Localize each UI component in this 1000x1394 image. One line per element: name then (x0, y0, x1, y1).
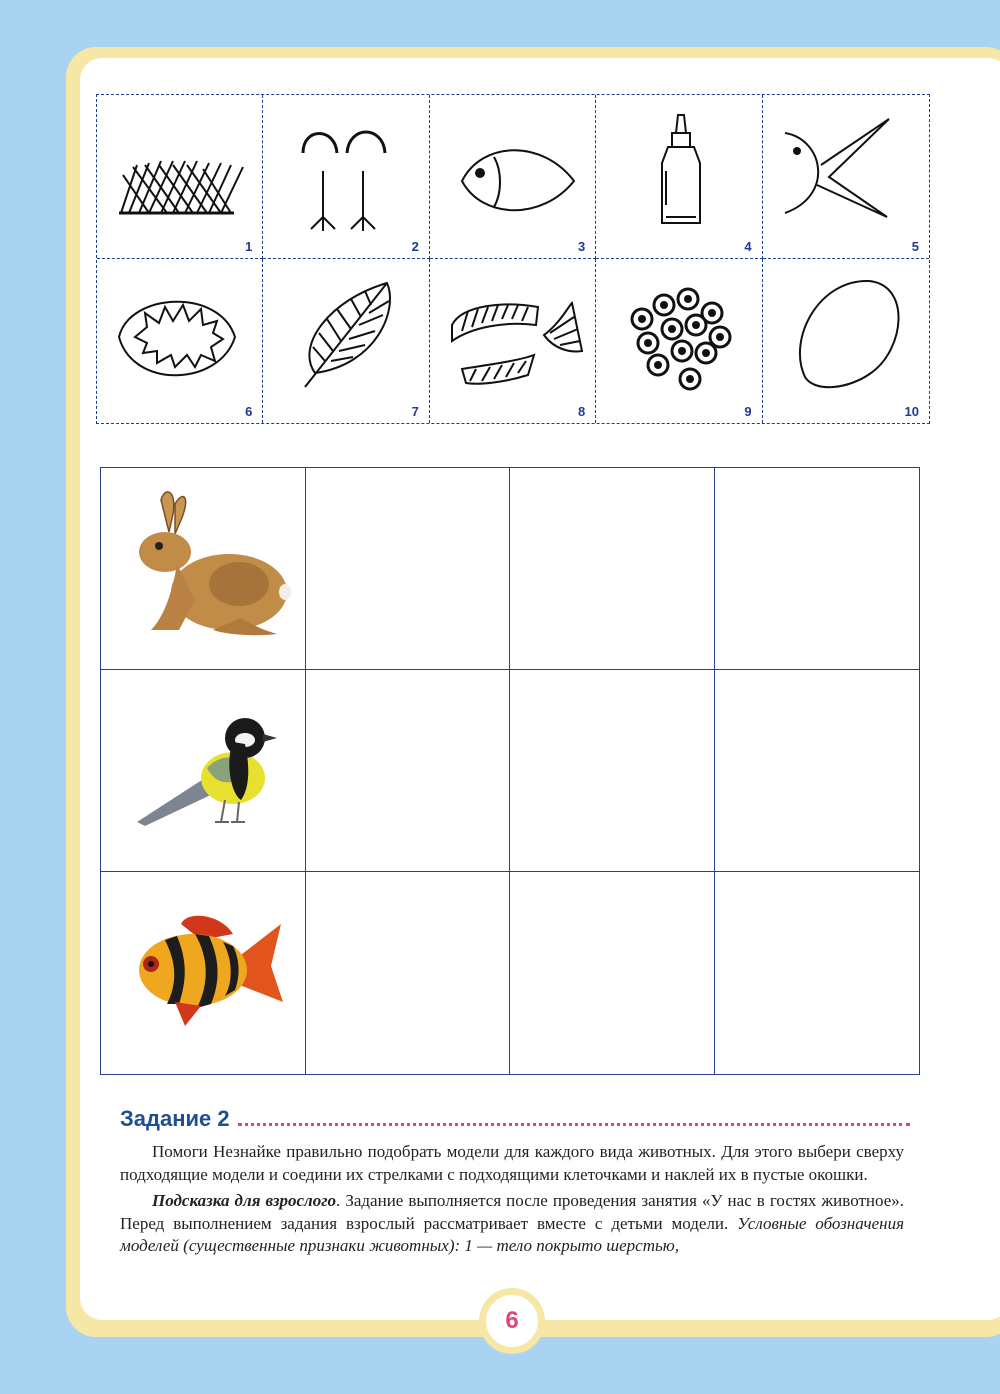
bird-legs-icon (275, 105, 417, 235)
animal-cell-titmouse (101, 670, 306, 872)
model-card-1[interactable] (97, 95, 263, 259)
answer-cell[interactable] (306, 872, 511, 1074)
model-card-10[interactable] (763, 259, 929, 423)
model-card-4[interactable] (596, 95, 762, 259)
answer-cell[interactable] (306, 468, 511, 670)
task-paragraph: Помоги Незнайке правильно подобрать модели для каждого вида животных. Для этого выбери сверху подходящие модели и соедини их стрелками с подходящими клеточками и наклей их в пустые окошки. (120, 1142, 904, 1184)
task-header (120, 1104, 910, 1134)
model-card-3[interactable] (430, 95, 596, 259)
card-number: 2 (411, 239, 419, 254)
card-number: 10 (904, 404, 919, 419)
model-card-6[interactable] (97, 259, 263, 423)
answer-cell[interactable] (510, 670, 715, 872)
card-number: 5 (911, 239, 919, 254)
hint-text: . Задание выполняется после проведения занятия «У нас в гостях животное». Перед выполнением задания взрослый рассматривает вместе с детьми модели. (120, 1191, 904, 1233)
mouth-teeth-icon (109, 269, 251, 399)
striped-fish-icon (121, 884, 291, 1064)
answer-cell[interactable] (715, 670, 920, 872)
titmouse-icon (121, 682, 291, 862)
hint-paragraph (120, 1190, 904, 1258)
model-cards-grid (96, 94, 930, 424)
answer-cell[interactable] (306, 670, 511, 872)
card-number: 4 (744, 239, 752, 254)
card-number: 1 (245, 239, 253, 254)
fish-eggs-icon (608, 269, 750, 399)
beak-icon (775, 105, 917, 235)
card-number: 8 (577, 404, 586, 419)
model-card-7[interactable] (263, 259, 429, 423)
model-card-8[interactable] (430, 259, 596, 423)
dotted-divider (238, 1123, 910, 1126)
fish-body-icon (442, 105, 584, 235)
bottle-icon (608, 105, 750, 235)
egg-icon (775, 269, 917, 399)
animal-cell-hare (101, 468, 306, 670)
fur-hatching-icon (109, 105, 251, 235)
page-number: 6 (486, 1295, 538, 1347)
answer-cell[interactable] (715, 468, 920, 670)
task-text (120, 1141, 904, 1262)
model-card-5[interactable] (763, 95, 929, 259)
answer-cell[interactable] (510, 468, 715, 670)
card-number: 7 (411, 404, 419, 419)
card-number: 6 (245, 404, 253, 419)
page-number-badge (479, 1288, 545, 1354)
fins-icon (442, 269, 584, 399)
hint-label: Подсказка для взрослого (152, 1191, 337, 1210)
model-card-9[interactable] (596, 259, 762, 423)
hare-icon (121, 480, 291, 660)
card-number: 9 (744, 404, 752, 419)
card-number: 3 (577, 239, 586, 254)
answer-cell[interactable] (510, 872, 715, 1074)
model-card-2[interactable] (263, 95, 429, 259)
hint-italic: Условные обозначения моделей (существенные признаки животных): 1 — тело покрыто шерстью, (120, 1213, 905, 1255)
answer-cell[interactable] (715, 872, 920, 1074)
answer-table (100, 467, 920, 1075)
feather-icon (275, 269, 417, 399)
task-title: Задание 2 (120, 1106, 230, 1131)
animal-cell-fish (101, 872, 306, 1074)
